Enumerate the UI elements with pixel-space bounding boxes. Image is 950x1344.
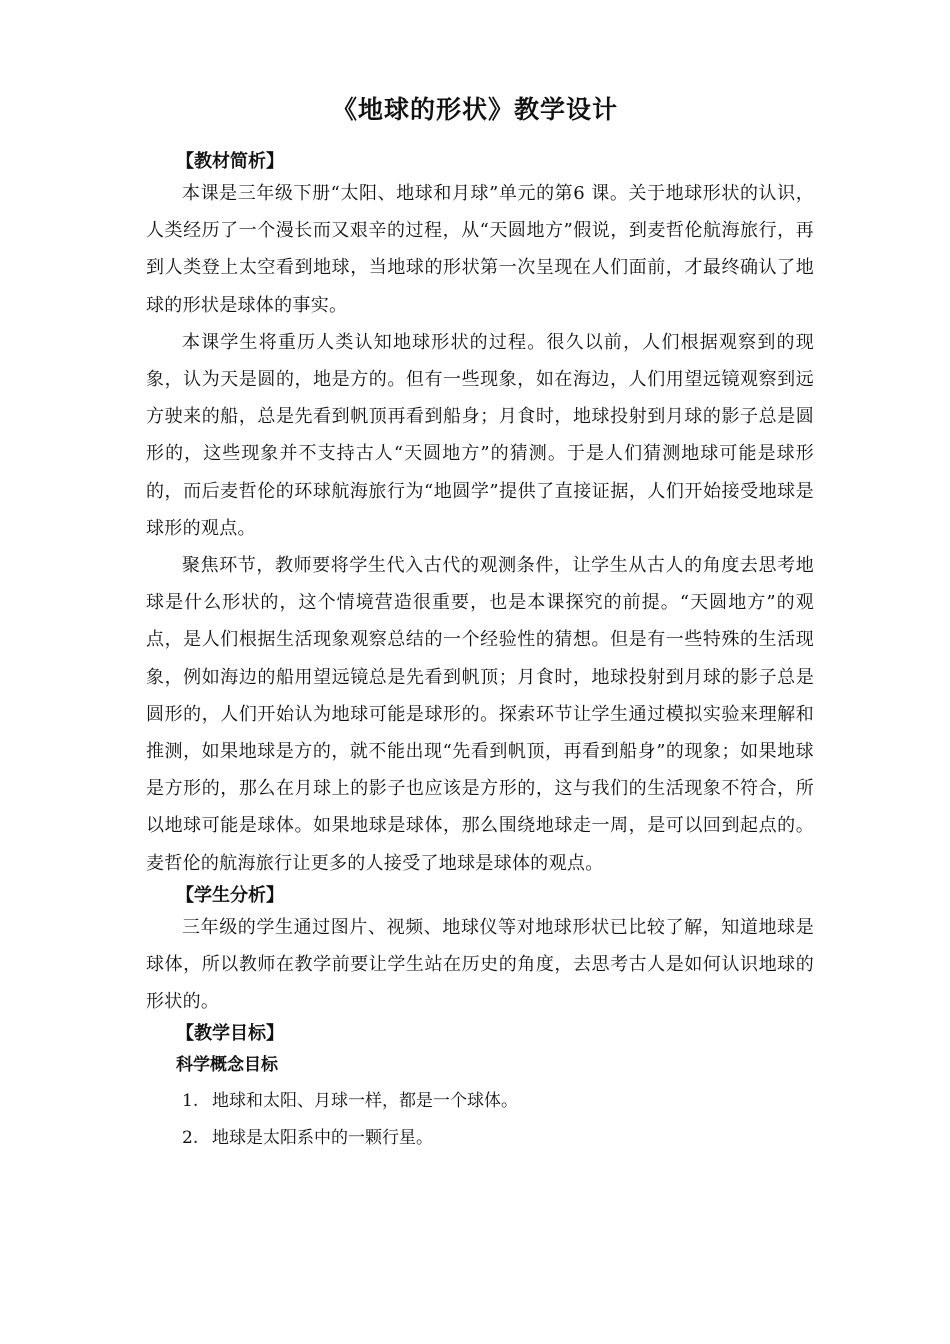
list-item-number: 2. [182,1128,199,1149]
paragraph: 聚焦环节，教师要将学生代入古代的观测条件，让学生从古人的角度去思考地球是什么形状的，这个情境营造很重要，也是本课探究的前提。“天圆地方”的观点，是人们根据生活现象观察总结的一个经验性的猜想。但是有一些特殊的生活现象，例如海边的船用望远镜总是先看到帆顶；月食时，地球投射到月球的影子总是圆形的，人们开始认为地球可能是球形的。探索环节让学生通过模拟实验来理解和推测，如果地球是方的，就不能出现“先看到帆顶，再看到船身”的现象；如果地球是方形的，那么在月球上的影子也应该是方形的，这与我们的生活现象不符合，所以地球可能是球体。如果地球是球体，那么围绕地球走一周，是可以回到起点的。麦哲伦的航海旅行让更多的人接受了地球是球体的观点。 [146,555,814,874]
list-item-text: 地球和太阳、月球一样，都是一个球体。 [212,1091,518,1112]
section-heading-textbook-analysis: 【教材简析】 [176,151,284,172]
paragraph: 本课学生将重历人类认知地球形状的过程。很久以前，人们根据观察到的现象，认为天是圆的，地是方的。但有一些现象，如在海边，人们用望远镜观察到远方驶来的船，总是先看到帆顶再看到船身；月食时，地球投射到月球的影子总是圆形的，这些现象并不支持古人“天圆地方”的猜测。于是人们猜测地球可能是球形的，而后麦哲伦的环球航海旅行为“地圆学”提供了直接证据，人们开始接受地球是球形的观点。 [146,331,814,539]
list-item-number: 1. [182,1091,199,1112]
document-title: 《地球的形状》教学设计 [331,95,618,124]
subheading-science-concept-goals: 科学概念目标 [176,1055,278,1076]
section-heading-student-analysis: 【学生分析】 [176,884,284,906]
list-item [146,1083,814,1120]
list-item-text: 地球是太阳系中的一颗行星。 [212,1128,433,1149]
section-heading-teaching-goals: 【教学目标】 [176,1023,284,1045]
document-body [146,148,814,1157]
paragraph: 三年级的学生通过图片、视频、地球仪等对地球形状已比较了解，知道地球是球体，所以教师在教学前要让学生站在历史的角度，去思考古人是如何认识地球的形状的。 [146,916,814,1013]
paragraph: 本课是三年级下册“太阳、地球和月球”单元的第6 课。关于地球形状的认识，人类经历了一个漫长而又艰辛的过程，从“天圆地方”假说，到麦哲伦航海旅行，再到人类登上太空看到地球，当地球的形状第一次呈现在人们面前，才最终确认了地球的形状是球体的事实。 [146,183,814,316]
list-item [146,1120,814,1157]
